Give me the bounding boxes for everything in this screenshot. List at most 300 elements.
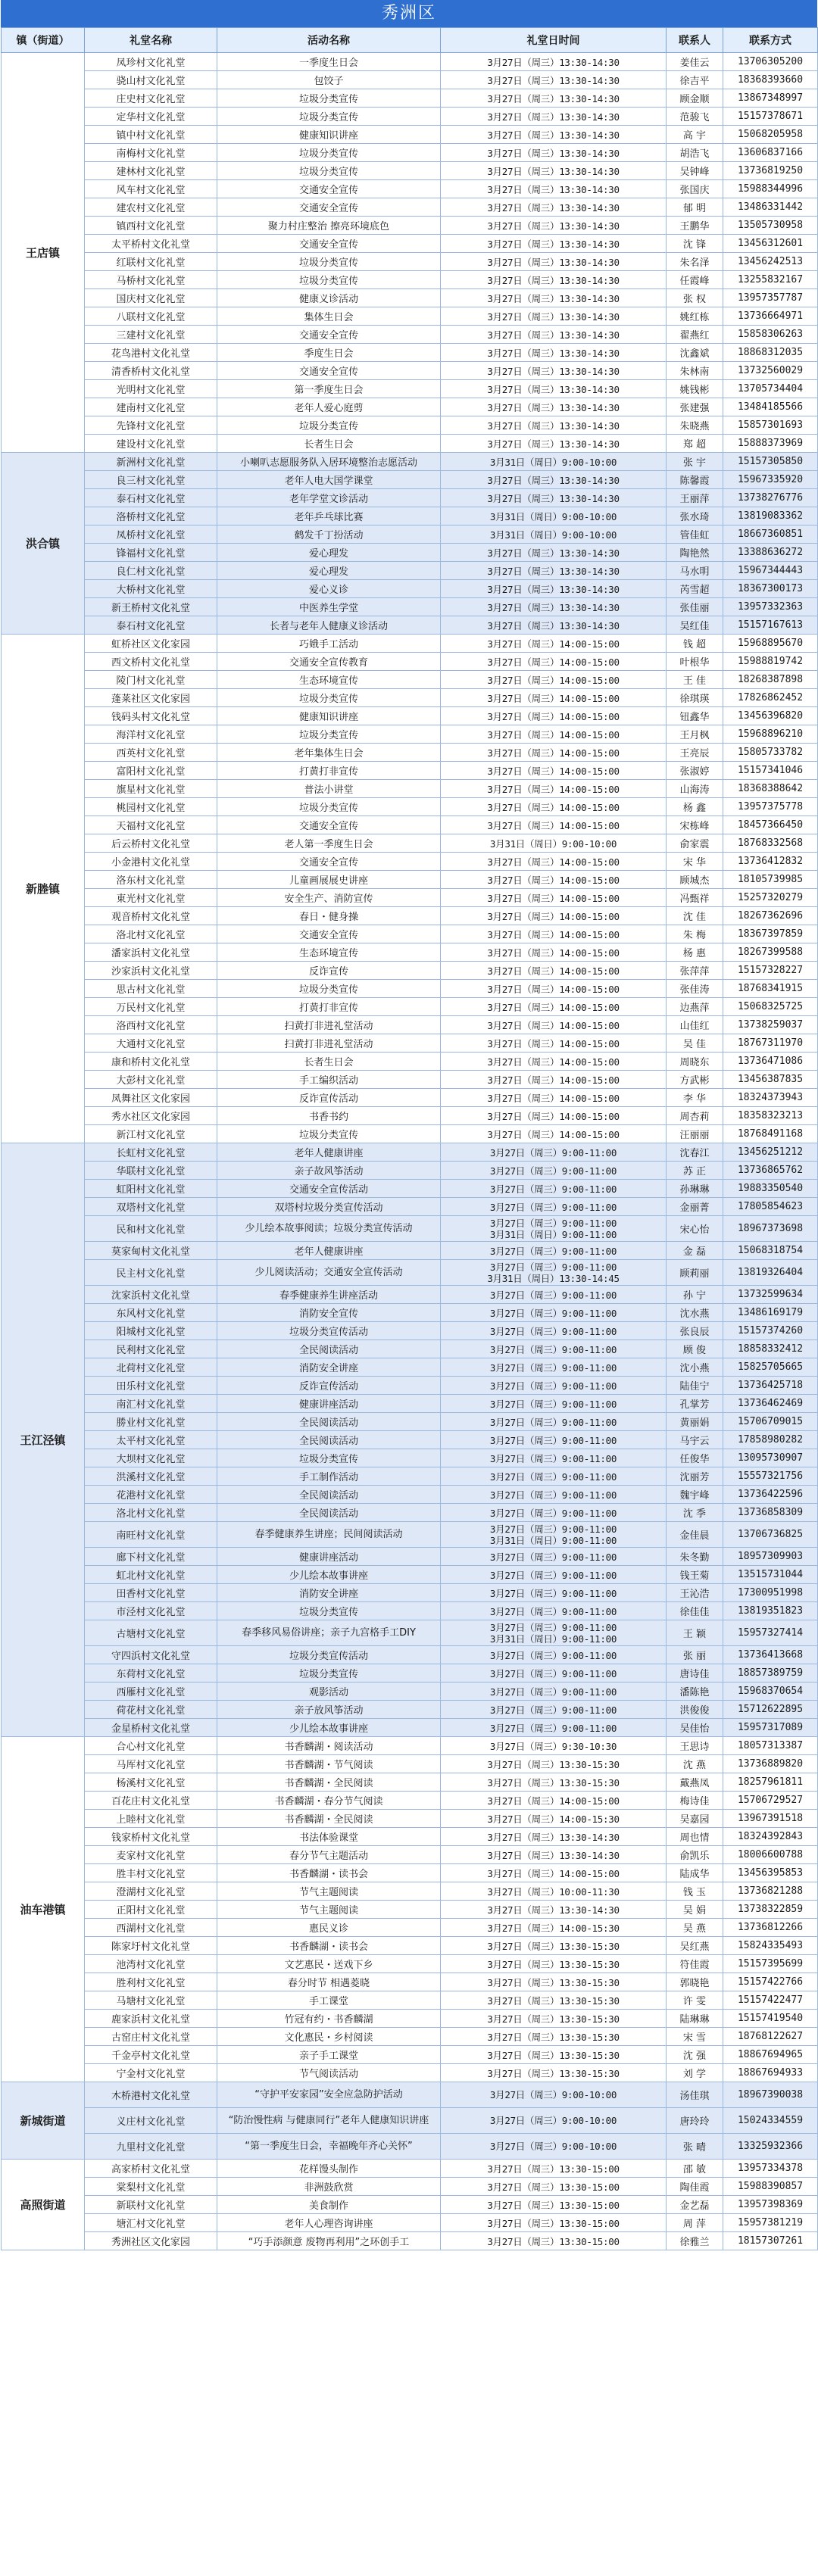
contact-phone-cell: 18768122627 [723, 2028, 818, 2046]
activity-name-cell: 季度生日会 [217, 344, 441, 362]
contact-person-cell: 陶佳霞 [667, 2178, 723, 2196]
contact-phone-cell: 13736422596 [723, 1486, 818, 1504]
activity-name-cell: 节气主题阅读 [217, 1901, 441, 1919]
activity-time-cell: 3月27日（周三）9:00-11:00 [441, 1449, 667, 1467]
contact-person-cell: 马水明 [667, 562, 723, 580]
table-row [2, 1566, 818, 1584]
activity-time-cell: 3月27日（周三）9:00-11:00 [441, 1395, 667, 1413]
table-row [2, 1107, 818, 1125]
activity-name-cell: 手工课堂 [217, 1991, 441, 2010]
activity-time-cell: 3月27日（周三）13:30-14:30 [441, 289, 667, 307]
contact-person-cell: 山海涛 [667, 780, 723, 798]
hall-name-cell: 天福村文化礼堂 [85, 816, 217, 834]
activity-time-cell: 3月27日（周三）9:00-11:00 [441, 1646, 667, 1664]
activity-name-cell: 普法小讲堂 [217, 780, 441, 798]
table-row [2, 925, 818, 943]
table-row [2, 1719, 818, 1737]
activity-time-cell: 3月27日（周三）13:30-14:30 [441, 1846, 667, 1864]
table-row [2, 635, 818, 653]
activity-name-cell: 少儿阅读活动；交通安全宣传活动 [217, 1260, 441, 1286]
activity-name-cell: 书香麟湖・全民阅读 [217, 1810, 441, 1828]
table-row [2, 289, 818, 307]
table-row [2, 2046, 818, 2064]
activity-time-cell: 3月27日（周三）13:30-14:30 [441, 416, 667, 435]
table-row [2, 326, 818, 344]
hall-name-cell: 良三村文化礼堂 [85, 471, 217, 489]
hall-name-cell: 西英村文化礼堂 [85, 744, 217, 762]
activity-time-cell: 3月27日（周三）13:30-14:30 [441, 71, 667, 89]
table-row [2, 271, 818, 289]
table-row [2, 1755, 818, 1773]
contact-person-cell: 沈丽芳 [667, 1467, 723, 1486]
contact-phone-cell: 13706305200 [723, 53, 818, 71]
activity-time-cell: 3月27日（周三）14:00-15:00 [441, 1016, 667, 1034]
contact-phone-cell: 13738322859 [723, 1901, 818, 1919]
contact-phone-cell: 18768332568 [723, 834, 818, 853]
activity-time-cell: 3月27日（周三）9:00-10:00 [441, 2108, 667, 2134]
contact-person-cell: 吴佳怡 [667, 1719, 723, 1737]
table-row [2, 2134, 818, 2160]
activity-name-cell: 长者生日会 [217, 1053, 441, 1071]
contact-phone-cell: 18368388642 [723, 780, 818, 798]
contact-phone-cell: 15157395699 [723, 1955, 818, 1973]
header-activity: 活动名称 [217, 28, 441, 53]
table-row [2, 1242, 818, 1260]
contact-phone-cell: 18257961811 [723, 1773, 818, 1792]
contact-phone-cell: 13325932366 [723, 2134, 818, 2160]
activity-time-cell: 3月27日（周三）9:00-11:00 [441, 1701, 667, 1719]
activity-name-cell: 老年人爱心庭剪 [217, 398, 441, 416]
activity-time-cell: 3月27日（周三）9:00-11:00 [441, 1198, 667, 1216]
activity-name-cell: 垃圾分类宣传 [217, 1449, 441, 1467]
hall-name-cell: 沙家浜村文化礼堂 [85, 962, 217, 980]
hall-name-cell: 富阳村文化礼堂 [85, 762, 217, 780]
contact-person-cell: 张 晴 [667, 2134, 723, 2160]
town-group [2, 1143, 818, 1737]
contact-phone-cell: 13819326404 [723, 1260, 818, 1286]
hall-name-cell: 洛东村文化礼堂 [85, 871, 217, 889]
contact-person-cell: 孙 宁 [667, 1286, 723, 1304]
activity-name-cell: 打黄打非宣传 [217, 762, 441, 780]
contact-person-cell: 金丽菁 [667, 1198, 723, 1216]
activity-time-cell: 3月27日（周三）13:30-15:30 [441, 2028, 667, 2046]
activity-name-cell: 中医养生学堂 [217, 598, 441, 616]
table-row [2, 1620, 818, 1646]
contact-person-cell: 任霞峰 [667, 271, 723, 289]
table-row [2, 1449, 818, 1467]
contact-phone-cell: 18105739985 [723, 871, 818, 889]
activity-name-cell: 书香书约 [217, 1107, 441, 1125]
activity-time-cell: 3月27日（周三）9:00-11:00 [441, 1566, 667, 1584]
town-cell: 洪合镇 [2, 453, 85, 635]
table-row [2, 89, 818, 108]
activity-time-cell: 3月27日（周三）13:30-14:30 [441, 326, 667, 344]
activity-name-cell: 手工制作活动 [217, 1467, 441, 1486]
hall-name-cell: 太平桥村文化礼堂 [85, 235, 217, 253]
contact-phone-cell: 18367397859 [723, 925, 818, 943]
table-row [2, 1504, 818, 1522]
contact-phone-cell: 13095730907 [723, 1449, 818, 1467]
contact-person-cell: 朱名泽 [667, 253, 723, 271]
hall-name-cell: 大通村文化礼堂 [85, 1034, 217, 1053]
hall-name-cell: 观音桥村文化礼堂 [85, 907, 217, 925]
contact-phone-cell: 13255832167 [723, 271, 818, 289]
table-row [2, 580, 818, 598]
table-row [2, 1548, 818, 1566]
activity-name-cell: 儿童画展展史讲座 [217, 871, 441, 889]
header-hall-name: 礼堂名称 [85, 28, 217, 53]
activity-time-cell: 3月27日（周三）13:30-14:30 [441, 162, 667, 180]
hall-name-cell: 南梅村文化礼堂 [85, 144, 217, 162]
contact-phone-cell: 13736471086 [723, 1053, 818, 1071]
contact-phone-cell: 19883350540 [723, 1180, 818, 1198]
table-row [2, 471, 818, 489]
hall-name-cell: 凤舞社区文化家园 [85, 1089, 217, 1107]
activity-name-cell: 非洲鼓欣赏 [217, 2178, 441, 2196]
contact-person-cell: 王丽萍 [667, 489, 723, 507]
table-row [2, 998, 818, 1016]
table-row [2, 2178, 818, 2196]
activity-name-cell: 垃圾分类宣传 [217, 725, 441, 744]
activity-name-cell: 健康讲座活动 [217, 1548, 441, 1566]
activity-name-cell: 健康义诊活动 [217, 289, 441, 307]
activity-time-cell: 3月27日（周三）14:00-15:00 [441, 1107, 667, 1125]
contact-person-cell: 郑 超 [667, 435, 723, 453]
activity-time-cell: 3月27日（周三）13:30-14:30 [441, 217, 667, 235]
contact-person-cell: 周也情 [667, 1828, 723, 1846]
activity-name-cell: 交通安全宣传教育 [217, 653, 441, 671]
table-row [2, 2082, 818, 2108]
hall-name-cell: 陵门村文化礼堂 [85, 671, 217, 689]
contact-person-cell: 沈水燕 [667, 1304, 723, 1322]
hall-name-cell: 胜利村文化礼堂 [85, 1973, 217, 1991]
contact-person-cell: 周晓东 [667, 1053, 723, 1071]
contact-person-cell: 顾莉丽 [667, 1260, 723, 1286]
table-row [2, 1143, 818, 1162]
contact-person-cell: 吴嘉园 [667, 1810, 723, 1828]
activity-time-cell: 3月27日（周三）14:00-15:00 [441, 635, 667, 653]
hall-name-cell: 虹北村文化礼堂 [85, 1566, 217, 1584]
table-row [2, 1016, 818, 1034]
contact-person-cell: 姚钱彬 [667, 380, 723, 398]
contact-phone-cell: 15157422766 [723, 1973, 818, 1991]
contact-phone-cell: 15857301693 [723, 416, 818, 435]
activity-name-cell: 垃圾分类宣传 [217, 271, 441, 289]
contact-person-cell: 杨 惠 [667, 943, 723, 962]
activity-time-cell: 3月27日（周三）14:00-15:00 [441, 871, 667, 889]
activity-name-cell: 长者与老年人健康义诊活动 [217, 616, 441, 635]
contact-person-cell: 沈小燕 [667, 1358, 723, 1377]
contact-person-cell: 沈 燕 [667, 1755, 723, 1773]
activity-time-cell: 3月27日（周三）13:30-14:30 [441, 198, 667, 217]
activity-time-cell: 3月27日（周三）9:00-11:00 [441, 1548, 667, 1566]
activity-time-cell: 3月27日（周三）13:30-15:30 [441, 2064, 667, 2082]
activity-name-cell: 交通安全宣传 [217, 235, 441, 253]
contact-phone-cell: 18867694965 [723, 2046, 818, 2064]
contact-person-cell: 吴钟峰 [667, 162, 723, 180]
page [1, 0, 817, 2250]
table-row [2, 162, 818, 180]
contact-person-cell: 张建强 [667, 398, 723, 416]
hall-name-cell: 廊下村文化礼堂 [85, 1548, 217, 1566]
contact-person-cell: 陈馨霞 [667, 471, 723, 489]
contact-phone-cell: 18967390038 [723, 2082, 818, 2108]
table-row [2, 1180, 818, 1198]
activity-name-cell: 少儿绘本故事讲座 [217, 1719, 441, 1737]
activity-time-cell: 3月27日（周三）14:00-15:00 [441, 725, 667, 744]
hall-name-cell: 沈家浜村文化礼堂 [85, 1286, 217, 1304]
contact-person-cell: 沈 季 [667, 1504, 723, 1522]
town-cell: 油车港镇 [2, 1737, 85, 2082]
contact-person-cell: 汪丽丽 [667, 1125, 723, 1143]
activity-time-cell: 3月27日（周三）9:30-10:30 [441, 1737, 667, 1755]
activity-time-cell: 3月27日（周三）9:00-11:00 [441, 1467, 667, 1486]
contact-person-cell: 顾金顺 [667, 89, 723, 108]
table-row [2, 1431, 818, 1449]
contact-phone-cell: 15967335920 [723, 471, 818, 489]
contact-person-cell: 金 磊 [667, 1242, 723, 1260]
table-row [2, 962, 818, 980]
activity-time-cell: 3月27日（周三）13:30-15:30 [441, 2046, 667, 2064]
hall-name-cell: 马塘村文化礼堂 [85, 1991, 217, 2010]
activity-time-cell: 3月27日（周三）13:30-15:30 [441, 1955, 667, 1973]
contact-person-cell: 沈 锋 [667, 235, 723, 253]
activity-name-cell: 交通安全宣传 [217, 180, 441, 198]
contact-person-cell: 姜佳云 [667, 53, 723, 71]
contact-phone-cell: 13456396820 [723, 707, 818, 725]
table-row [2, 889, 818, 907]
contact-phone-cell: 15157305850 [723, 453, 818, 471]
activity-name-cell: 健康讲座活动 [217, 1395, 441, 1413]
activity-time-cell: 3月27日（周三）14:00-15:00 [441, 653, 667, 671]
contact-phone-cell: 15557321756 [723, 1467, 818, 1486]
activity-name-cell: 交通安全宣传 [217, 326, 441, 344]
hall-name-cell: 上睦村文化礼堂 [85, 1810, 217, 1828]
activity-name-cell: 健康知识讲座 [217, 126, 441, 144]
contact-phone-cell: 13957398369 [723, 2196, 818, 2214]
hall-name-cell: 后云桥村文化礼堂 [85, 834, 217, 853]
activity-name-cell: 小喇叭志愿服务队入居环境整治志愿活动 [217, 453, 441, 471]
activity-time-cell: 3月27日（周三）13:30-15:30 [441, 1755, 667, 1773]
activity-time-cell: 3月27日（周三）14:00-15:00 [441, 1125, 667, 1143]
hall-name-cell: 国庆村文化礼堂 [85, 289, 217, 307]
activity-name-cell: 春季健康养生讲座；民间阅读活动 [217, 1522, 441, 1548]
hall-name-cell: 西雁村文化礼堂 [85, 1683, 217, 1701]
hall-name-cell: 双塔村文化礼堂 [85, 1198, 217, 1216]
table-row [2, 398, 818, 416]
hall-name-cell: 高家桥村文化礼堂 [85, 2160, 217, 2178]
table-row [2, 1071, 818, 1089]
contact-phone-cell: 13388636272 [723, 544, 818, 562]
contact-phone-cell: 13456242513 [723, 253, 818, 271]
contact-person-cell: 杨 鑫 [667, 798, 723, 816]
contact-person-cell: 徐佳佳 [667, 1602, 723, 1620]
activity-name-cell: 老年乒乓球比赛 [217, 507, 441, 525]
contact-phone-cell: 13456312601 [723, 235, 818, 253]
activity-time-cell: 3月27日（周三）9:00-11:00 [441, 1664, 667, 1683]
contact-phone-cell: 13736812266 [723, 1919, 818, 1937]
contact-person-cell: 张佳丽 [667, 598, 723, 616]
contact-phone-cell: 18667360851 [723, 525, 818, 544]
table-row [2, 853, 818, 871]
contact-phone-cell: 18157307261 [723, 2232, 818, 2250]
activity-time-cell: 3月27日（周三）14:00-15:00 [441, 1089, 667, 1107]
contact-phone-cell: 18867694933 [723, 2064, 818, 2082]
table-row [2, 1089, 818, 1107]
activity-time-cell: 3月27日（周三）13:30-15:30 [441, 2010, 667, 2028]
hall-name-cell: 杨溪村文化礼堂 [85, 1773, 217, 1792]
table-row [2, 2160, 818, 2178]
hall-name-cell: 旗星村文化礼堂 [85, 780, 217, 798]
activity-name-cell: “守护平安家园”安全应急防护活动 [217, 2082, 441, 2108]
contact-phone-cell: 18006600788 [723, 1846, 818, 1864]
town-group [2, 453, 818, 635]
contact-phone-cell: 13736865762 [723, 1162, 818, 1180]
table-row [2, 1522, 818, 1548]
town-cell: 高照街道 [2, 2160, 85, 2250]
activity-time-cell: 3月27日（周三）13:30-15:30 [441, 1773, 667, 1792]
contact-phone-cell: 13736858309 [723, 1504, 818, 1522]
contact-phone-cell: 15068318754 [723, 1242, 818, 1260]
hall-name-cell: 西湖村文化礼堂 [85, 1919, 217, 1937]
header-time: 礼堂日时间 [441, 28, 667, 53]
table-row [2, 71, 818, 89]
contact-person-cell: 吴红燕 [667, 1937, 723, 1955]
contact-phone-cell: 13957357787 [723, 289, 818, 307]
contact-phone-cell: 13456387835 [723, 1071, 818, 1089]
activity-name-cell: 全民阅读活动 [217, 1413, 441, 1431]
activity-name-cell: 老年人健康讲座 [217, 1143, 441, 1162]
contact-phone-cell: 17300951998 [723, 1584, 818, 1602]
contact-phone-cell: 15888373969 [723, 435, 818, 453]
hall-name-cell: 思古村文化礼堂 [85, 980, 217, 998]
activity-name-cell: 交通安全宣传 [217, 853, 441, 871]
table-row [2, 489, 818, 507]
contact-person-cell: 朱 梅 [667, 925, 723, 943]
contact-phone-cell: 18368393660 [723, 71, 818, 89]
contact-phone-cell: 13515731044 [723, 1566, 818, 1584]
contact-person-cell: 邵 敏 [667, 2160, 723, 2178]
hall-name-cell: 八联村文化礼堂 [85, 307, 217, 326]
contact-phone-cell: 18868312035 [723, 344, 818, 362]
table-row [2, 453, 818, 471]
activity-time-cell: 3月27日（周三）14:00-15:00 [441, 907, 667, 925]
activity-name-cell: 老年学堂文诊活动 [217, 489, 441, 507]
table-row [2, 871, 818, 889]
activity-time-cell: 3月27日（周三）13:30-14:30 [441, 53, 667, 71]
contact-phone-cell: 13738259037 [723, 1016, 818, 1034]
hall-name-cell: 良仁村文化礼堂 [85, 562, 217, 580]
contact-phone-cell: 15988344996 [723, 180, 818, 198]
table-row [2, 1973, 818, 1991]
hall-name-cell: 新江村文化礼堂 [85, 1125, 217, 1143]
hall-name-cell: 大桥村文化礼堂 [85, 580, 217, 598]
activity-name-cell: 垃圾分类宣传 [217, 162, 441, 180]
contact-person-cell: 苏 正 [667, 1162, 723, 1180]
activity-time-cell: 3月27日（周三）14:00-15:00 [441, 925, 667, 943]
contact-person-cell: 山佳红 [667, 1016, 723, 1034]
activity-time-cell: 3月27日（周三）13:30-14:30 [441, 307, 667, 326]
activity-name-cell: 垃圾分类宣传 [217, 108, 441, 126]
contact-person-cell: 吴 燕 [667, 1919, 723, 1937]
town-group [2, 53, 818, 453]
activity-name-cell: 老年人心理咨询讲座 [217, 2214, 441, 2232]
hall-name-cell: 古窑庄村文化礼堂 [85, 2028, 217, 2046]
table-row [2, 1216, 818, 1242]
activity-time-cell: 3月27日（周三）9:00-11:00 3月31日（周日）9:00-11:00 [441, 1620, 667, 1646]
table-row [2, 144, 818, 162]
hall-name-cell: 马桥村文化礼堂 [85, 271, 217, 289]
table-row [2, 380, 818, 398]
contact-person-cell: 潘陈艳 [667, 1683, 723, 1701]
contact-phone-cell: 15957327414 [723, 1620, 818, 1646]
activity-name-cell: 垃圾分类宣传 [217, 89, 441, 108]
activity-time-cell: 3月27日（周三）14:00-15:00 [441, 707, 667, 725]
activity-name-cell: 亲子故风筝活动 [217, 1162, 441, 1180]
table-header [2, 28, 818, 53]
activity-name-cell: “第一季度生日会，幸福晚年齐心关怀” [217, 2134, 441, 2160]
contact-phone-cell: 15157378671 [723, 108, 818, 126]
contact-person-cell: 吴红佳 [667, 616, 723, 635]
table-row [2, 1937, 818, 1955]
town-cell: 新塍镇 [2, 635, 85, 1143]
district-title: 秀洲区 [1, 0, 817, 27]
header-town: 镇（街道） [2, 28, 85, 53]
table-row [2, 653, 818, 671]
activity-name-cell: 全民阅读活动 [217, 1340, 441, 1358]
activity-name-cell: 少儿绘本故事讲座 [217, 1566, 441, 1584]
activity-time-cell: 3月27日（周三）13:30-15:30 [441, 1991, 667, 2010]
activity-time-cell: 3月27日（周三）9:00-11:00 3月31日（周日）13:30-14:45 [441, 1260, 667, 1286]
table-row [2, 435, 818, 453]
activity-name-cell: 垃圾分类宣传 [217, 144, 441, 162]
table-row [2, 1646, 818, 1664]
contact-person-cell: 陆成华 [667, 1864, 723, 1882]
hall-name-cell: 东风村文化礼堂 [85, 1304, 217, 1322]
hall-name-cell: 镇西村文化礼堂 [85, 217, 217, 235]
activity-name-cell: 扫黄打非进礼堂活动 [217, 1016, 441, 1034]
hall-name-cell: 泰石村文化礼堂 [85, 489, 217, 507]
contact-phone-cell: 18457366450 [723, 816, 818, 834]
activity-name-cell: 双塔村垃圾分类宣传活动 [217, 1198, 441, 1216]
header-phone: 联系方式 [723, 28, 818, 53]
activity-time-cell: 3月27日（周三）13:30-15:00 [441, 2196, 667, 2214]
hall-name-cell: 新洲村文化礼堂 [85, 453, 217, 471]
activity-name-cell: 老年人电大国学课堂 [217, 471, 441, 489]
hall-name-cell: 万民村文化礼堂 [85, 998, 217, 1016]
activity-name-cell: 垃圾分类宣传活动 [217, 1322, 441, 1340]
contact-phone-cell: 13736819250 [723, 162, 818, 180]
contact-phone-cell: 18324392843 [723, 1828, 818, 1846]
hall-name-cell: 华联村文化礼堂 [85, 1162, 217, 1180]
contact-phone-cell: 18057313387 [723, 1737, 818, 1755]
table-row [2, 1602, 818, 1620]
contact-person-cell: 唐玲玲 [667, 2108, 723, 2134]
contact-phone-cell: 18967373698 [723, 1216, 818, 1242]
contact-person-cell: 朱冬勤 [667, 1548, 723, 1566]
table-row [2, 762, 818, 780]
contact-person-cell: 魏宇峰 [667, 1486, 723, 1504]
table-row [2, 816, 818, 834]
contact-phone-cell: 13736425718 [723, 1377, 818, 1395]
table-row [2, 53, 818, 71]
contact-person-cell: 任俊华 [667, 1449, 723, 1467]
table-row [2, 180, 818, 198]
activity-name-cell: 老年人健康讲座 [217, 1242, 441, 1260]
contact-phone-cell: 15157422477 [723, 1991, 818, 2010]
contact-person-cell: 郭晓艳 [667, 1973, 723, 1991]
table-row [2, 834, 818, 853]
